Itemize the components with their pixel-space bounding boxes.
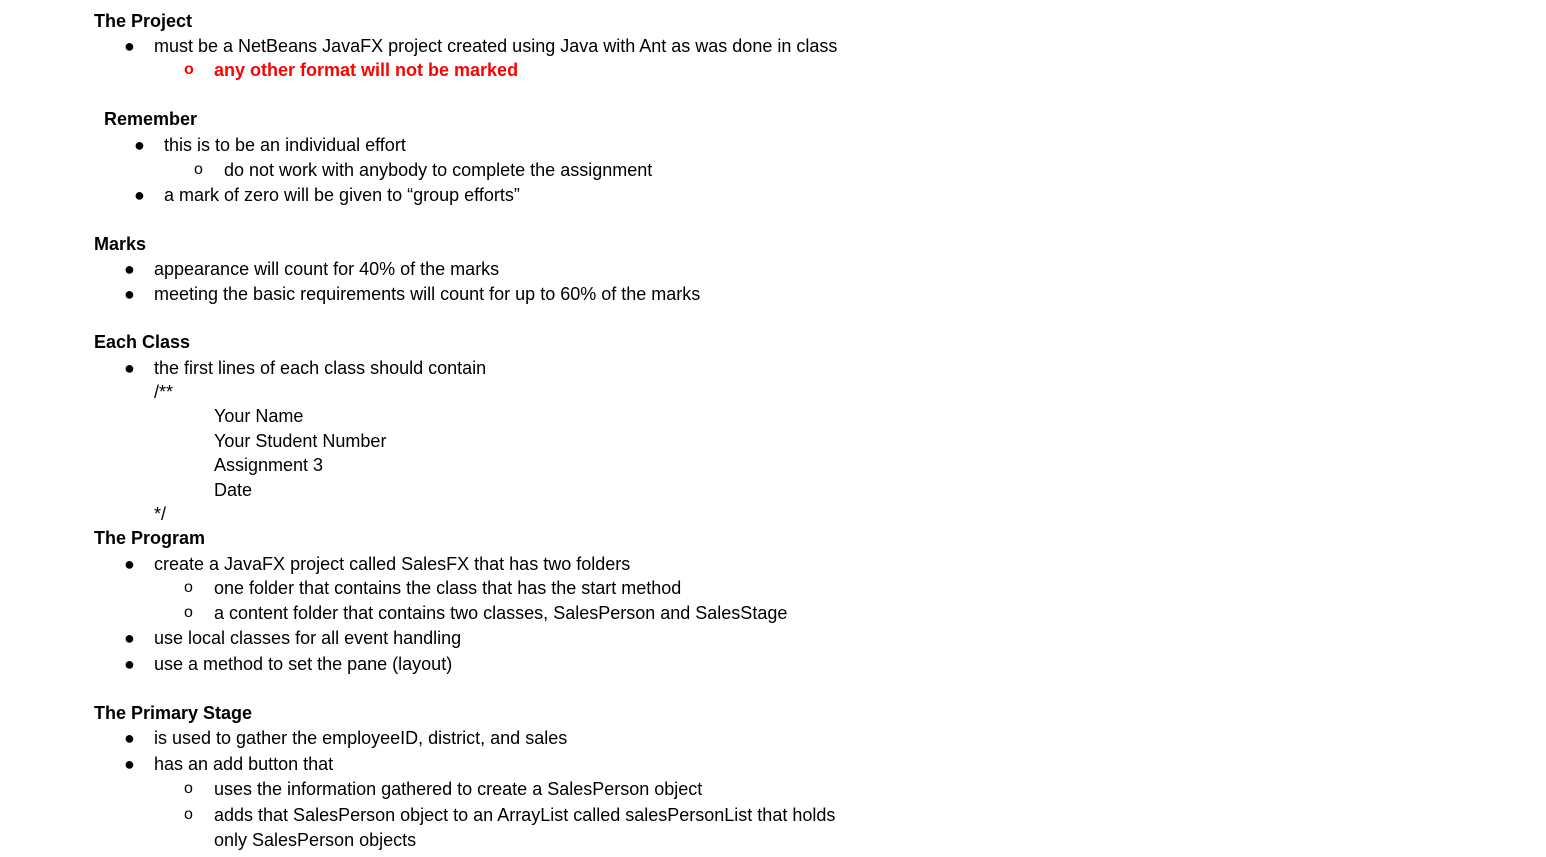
list-item: create a JavaFX project called SalesFX that has two folders xyxy=(154,554,631,574)
bullet-icon: ● xyxy=(124,284,135,304)
list-item-continuation: only SalesPerson objects xyxy=(214,830,417,850)
list-item: this is to be an individual effort xyxy=(164,135,406,155)
circle-bullet-icon: o xyxy=(184,604,193,621)
bullet-icon: ● xyxy=(124,358,135,378)
bullet-icon: ● xyxy=(124,628,135,648)
heading-marks: Marks xyxy=(94,234,147,254)
list-item: adds that SalesPerson object to an ArrayList called salesPersonList that holds xyxy=(214,805,836,825)
list-item: do not work with anybody to complete the assignment xyxy=(224,160,653,180)
bullet-icon: ● xyxy=(124,36,135,56)
circle-bullet-icon: o xyxy=(184,780,193,797)
heading-each-class: Each Class xyxy=(94,332,191,352)
heading-the-primary-stage: The Primary Stage xyxy=(94,703,253,723)
list-item: is used to gather the employeeID, district, and sales xyxy=(154,728,568,748)
comment-open: /** xyxy=(154,382,174,402)
heading-remember: Remember xyxy=(104,109,198,129)
bullet-icon: ● xyxy=(134,135,145,155)
list-item: use a method to set the pane (layout) xyxy=(154,654,453,674)
list-item: uses the information gathered to create a SalesPerson object xyxy=(214,779,703,799)
list-item: meeting the basic requirements will count for up to 60% of the marks xyxy=(154,284,701,304)
bullet-icon: ● xyxy=(124,259,135,279)
comment-line: Date xyxy=(214,480,253,500)
circle-bullet-icon: o xyxy=(194,161,203,178)
list-item: a mark of zero will be given to “group efforts” xyxy=(164,185,520,205)
bullet-icon: ● xyxy=(124,654,135,674)
list-item: appearance will count for 40% of the marks xyxy=(154,259,500,279)
circle-bullet-icon: o xyxy=(184,61,194,78)
list-item: a content folder that contains two classes, SalesPerson and SalesStage xyxy=(214,603,788,623)
comment-close: */ xyxy=(154,504,167,524)
circle-bullet-icon: o xyxy=(184,579,193,596)
bullet-icon: ● xyxy=(124,728,135,748)
list-item: one folder that contains the class that has the start method xyxy=(214,578,682,598)
list-item: has an add button that xyxy=(154,754,334,774)
heading-the-project: The Project xyxy=(94,11,193,31)
heading-the-program: The Program xyxy=(94,528,206,548)
bullet-icon: ● xyxy=(134,185,145,205)
circle-bullet-icon: o xyxy=(184,806,193,823)
bullet-icon: ● xyxy=(124,554,135,574)
comment-line: Your Name xyxy=(214,406,304,426)
list-item: the first lines of each class should contain xyxy=(154,358,487,378)
comment-line: Your Student Number xyxy=(214,431,387,451)
list-item: use local classes for all event handling xyxy=(154,628,462,648)
list-item: must be a NetBeans JavaFX project created using Java with Ant as was done in class xyxy=(154,36,838,56)
comment-line: Assignment 3 xyxy=(214,455,324,475)
bullet-icon: ● xyxy=(124,754,135,774)
warning-text: any other format will not be marked xyxy=(214,60,519,80)
